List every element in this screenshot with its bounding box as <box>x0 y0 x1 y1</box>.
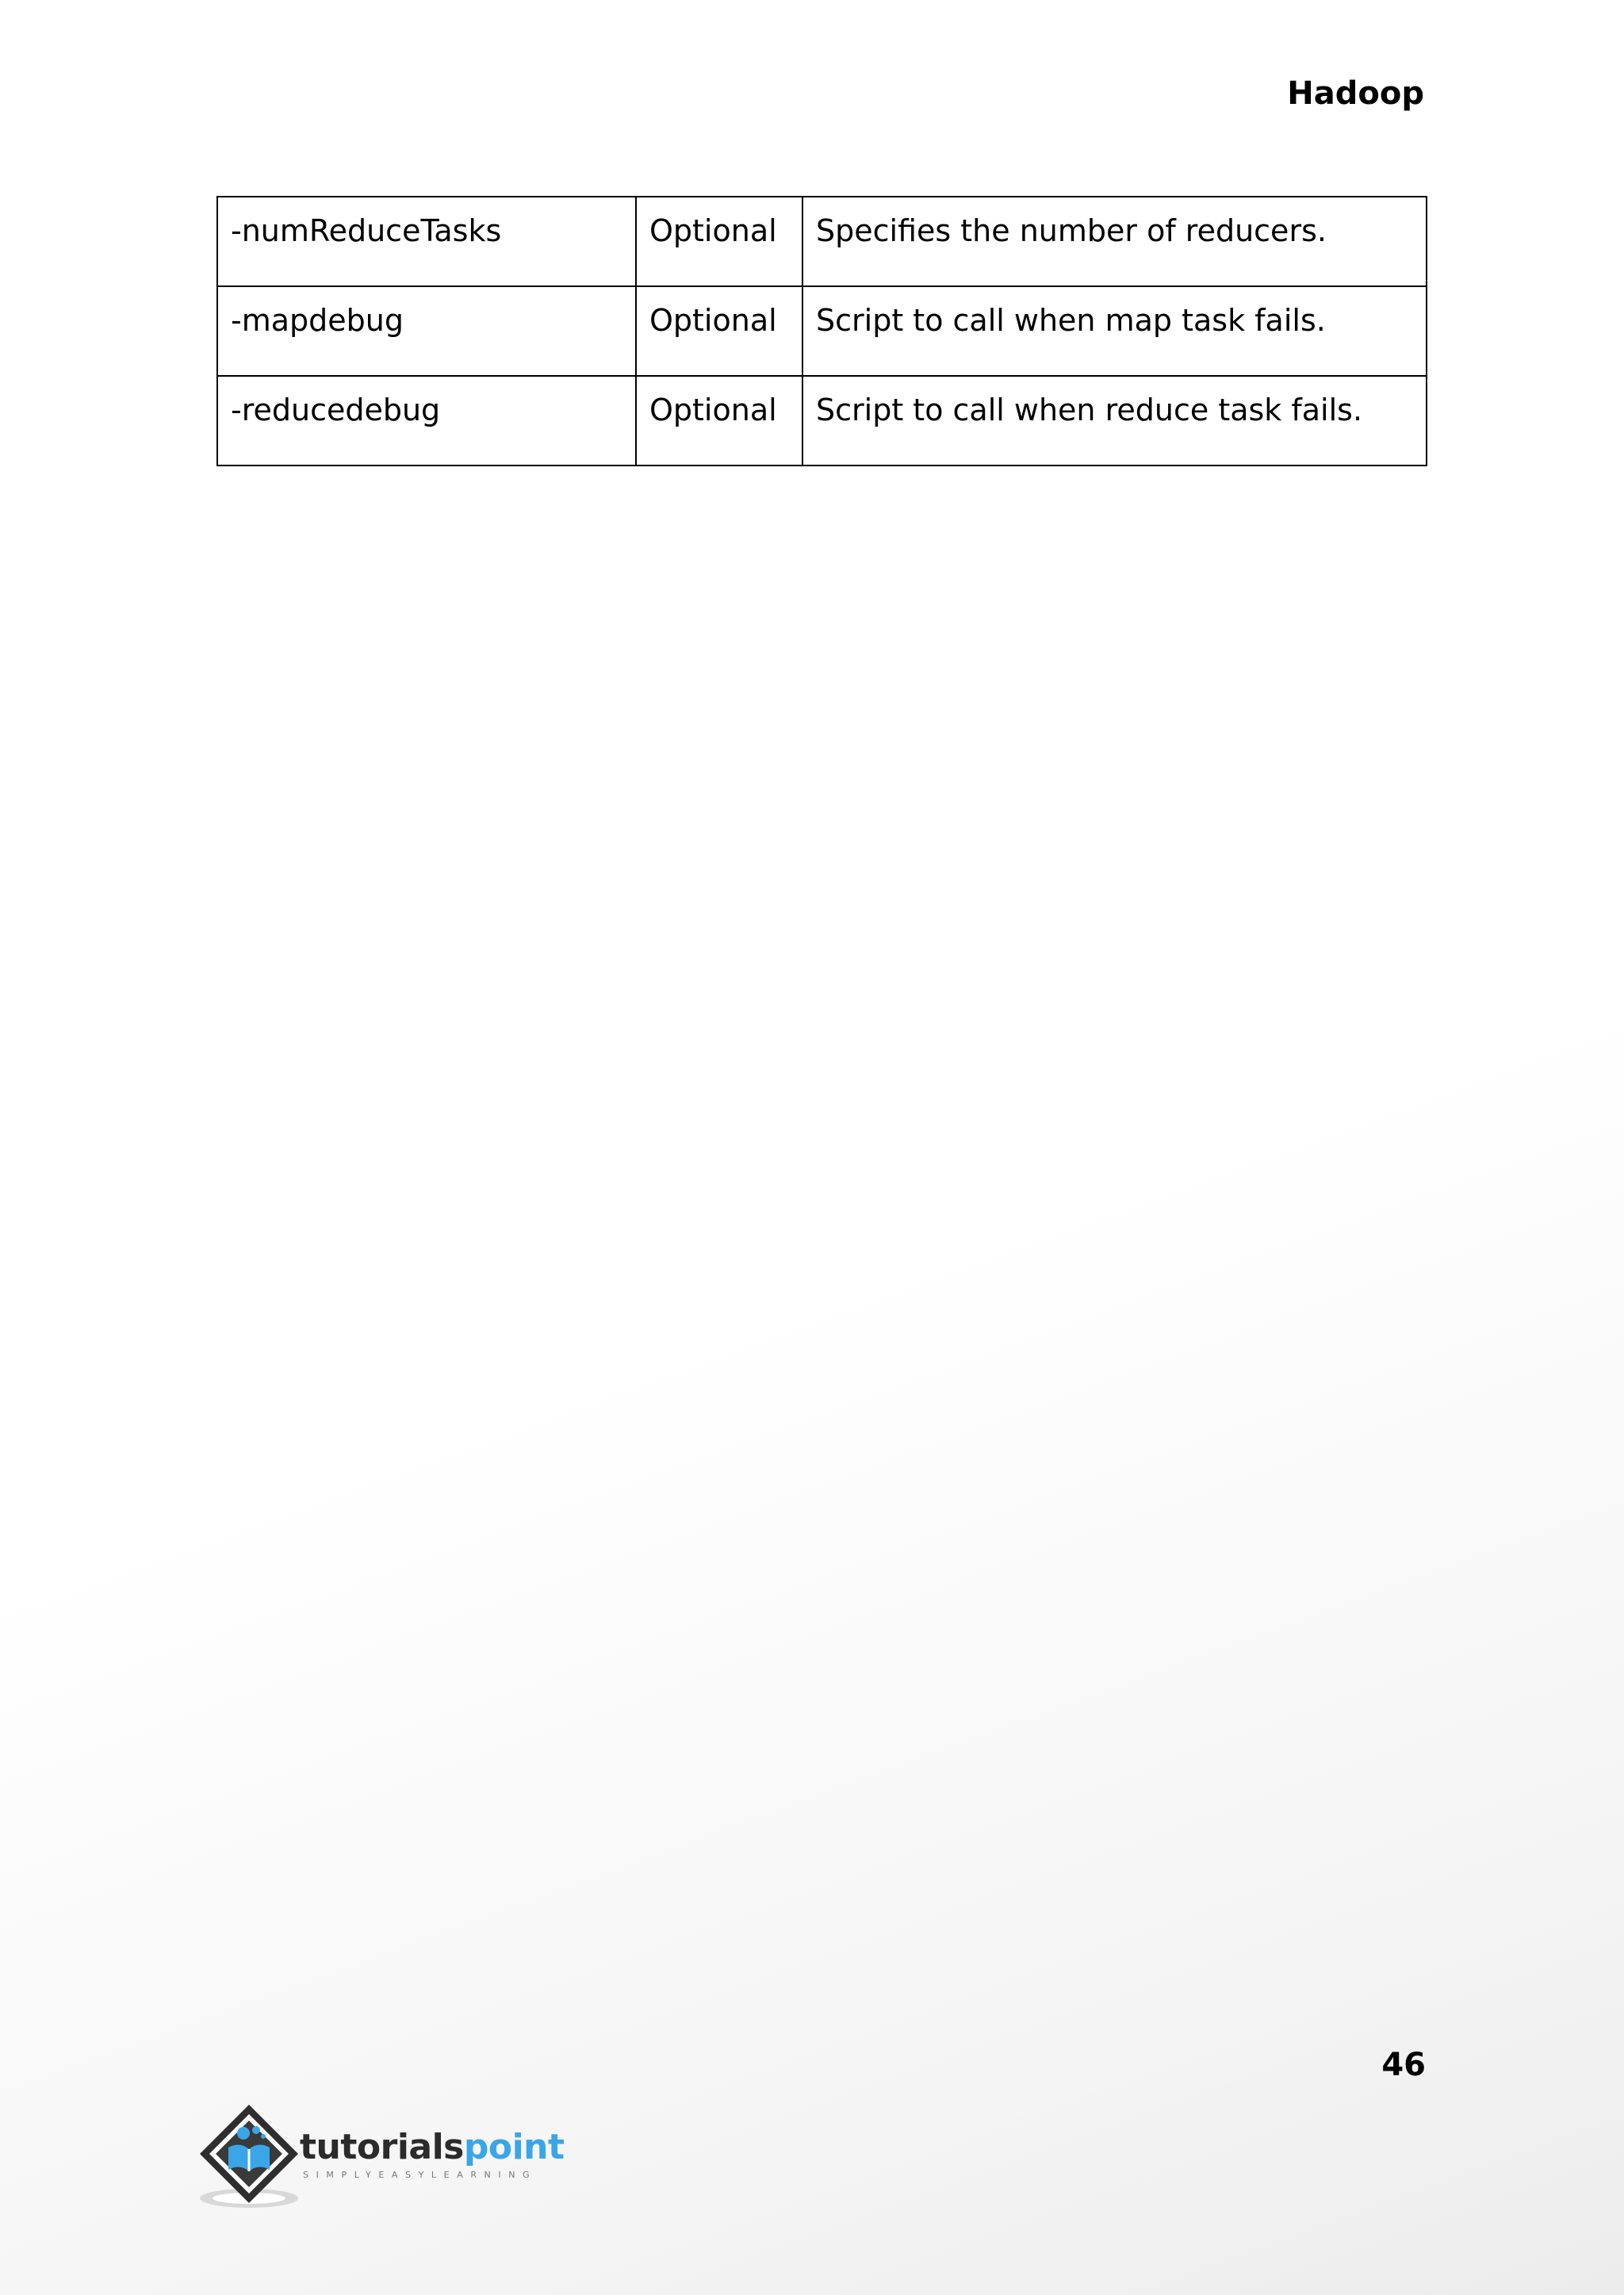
option-name-cell: -numReduceTasks <box>217 197 636 286</box>
option-status-cell: Optional <box>636 376 802 466</box>
logo-wordmark <box>300 2127 565 2167</box>
book-diamond-icon <box>193 2102 304 2213</box>
table-row <box>217 286 1427 376</box>
table-row <box>217 376 1427 466</box>
option-name-cell: -mapdebug <box>217 286 636 376</box>
option-status-cell: Optional <box>636 197 802 286</box>
tutorialspoint-logo <box>193 2102 566 2213</box>
table-row <box>217 197 1427 286</box>
logo-word-tutorials: tutorials <box>300 2127 464 2167</box>
page-number: 46 <box>1381 2047 1426 2083</box>
option-description-cell: Script to call when reduce task fails. <box>802 376 1427 466</box>
option-name-cell: -reducedebug <box>217 376 636 466</box>
logo-word-point: point <box>463 2127 565 2167</box>
option-status-cell: Optional <box>636 286 802 376</box>
logo-tagline: SIMPLYEASYLEARNING <box>303 2170 538 2180</box>
option-description-cell: Script to call when map task fails. <box>802 286 1427 376</box>
running-header: Hadoop <box>1287 75 1424 112</box>
option-description-cell: Specifies the number of reducers. <box>802 197 1427 286</box>
options-table <box>216 196 1427 466</box>
